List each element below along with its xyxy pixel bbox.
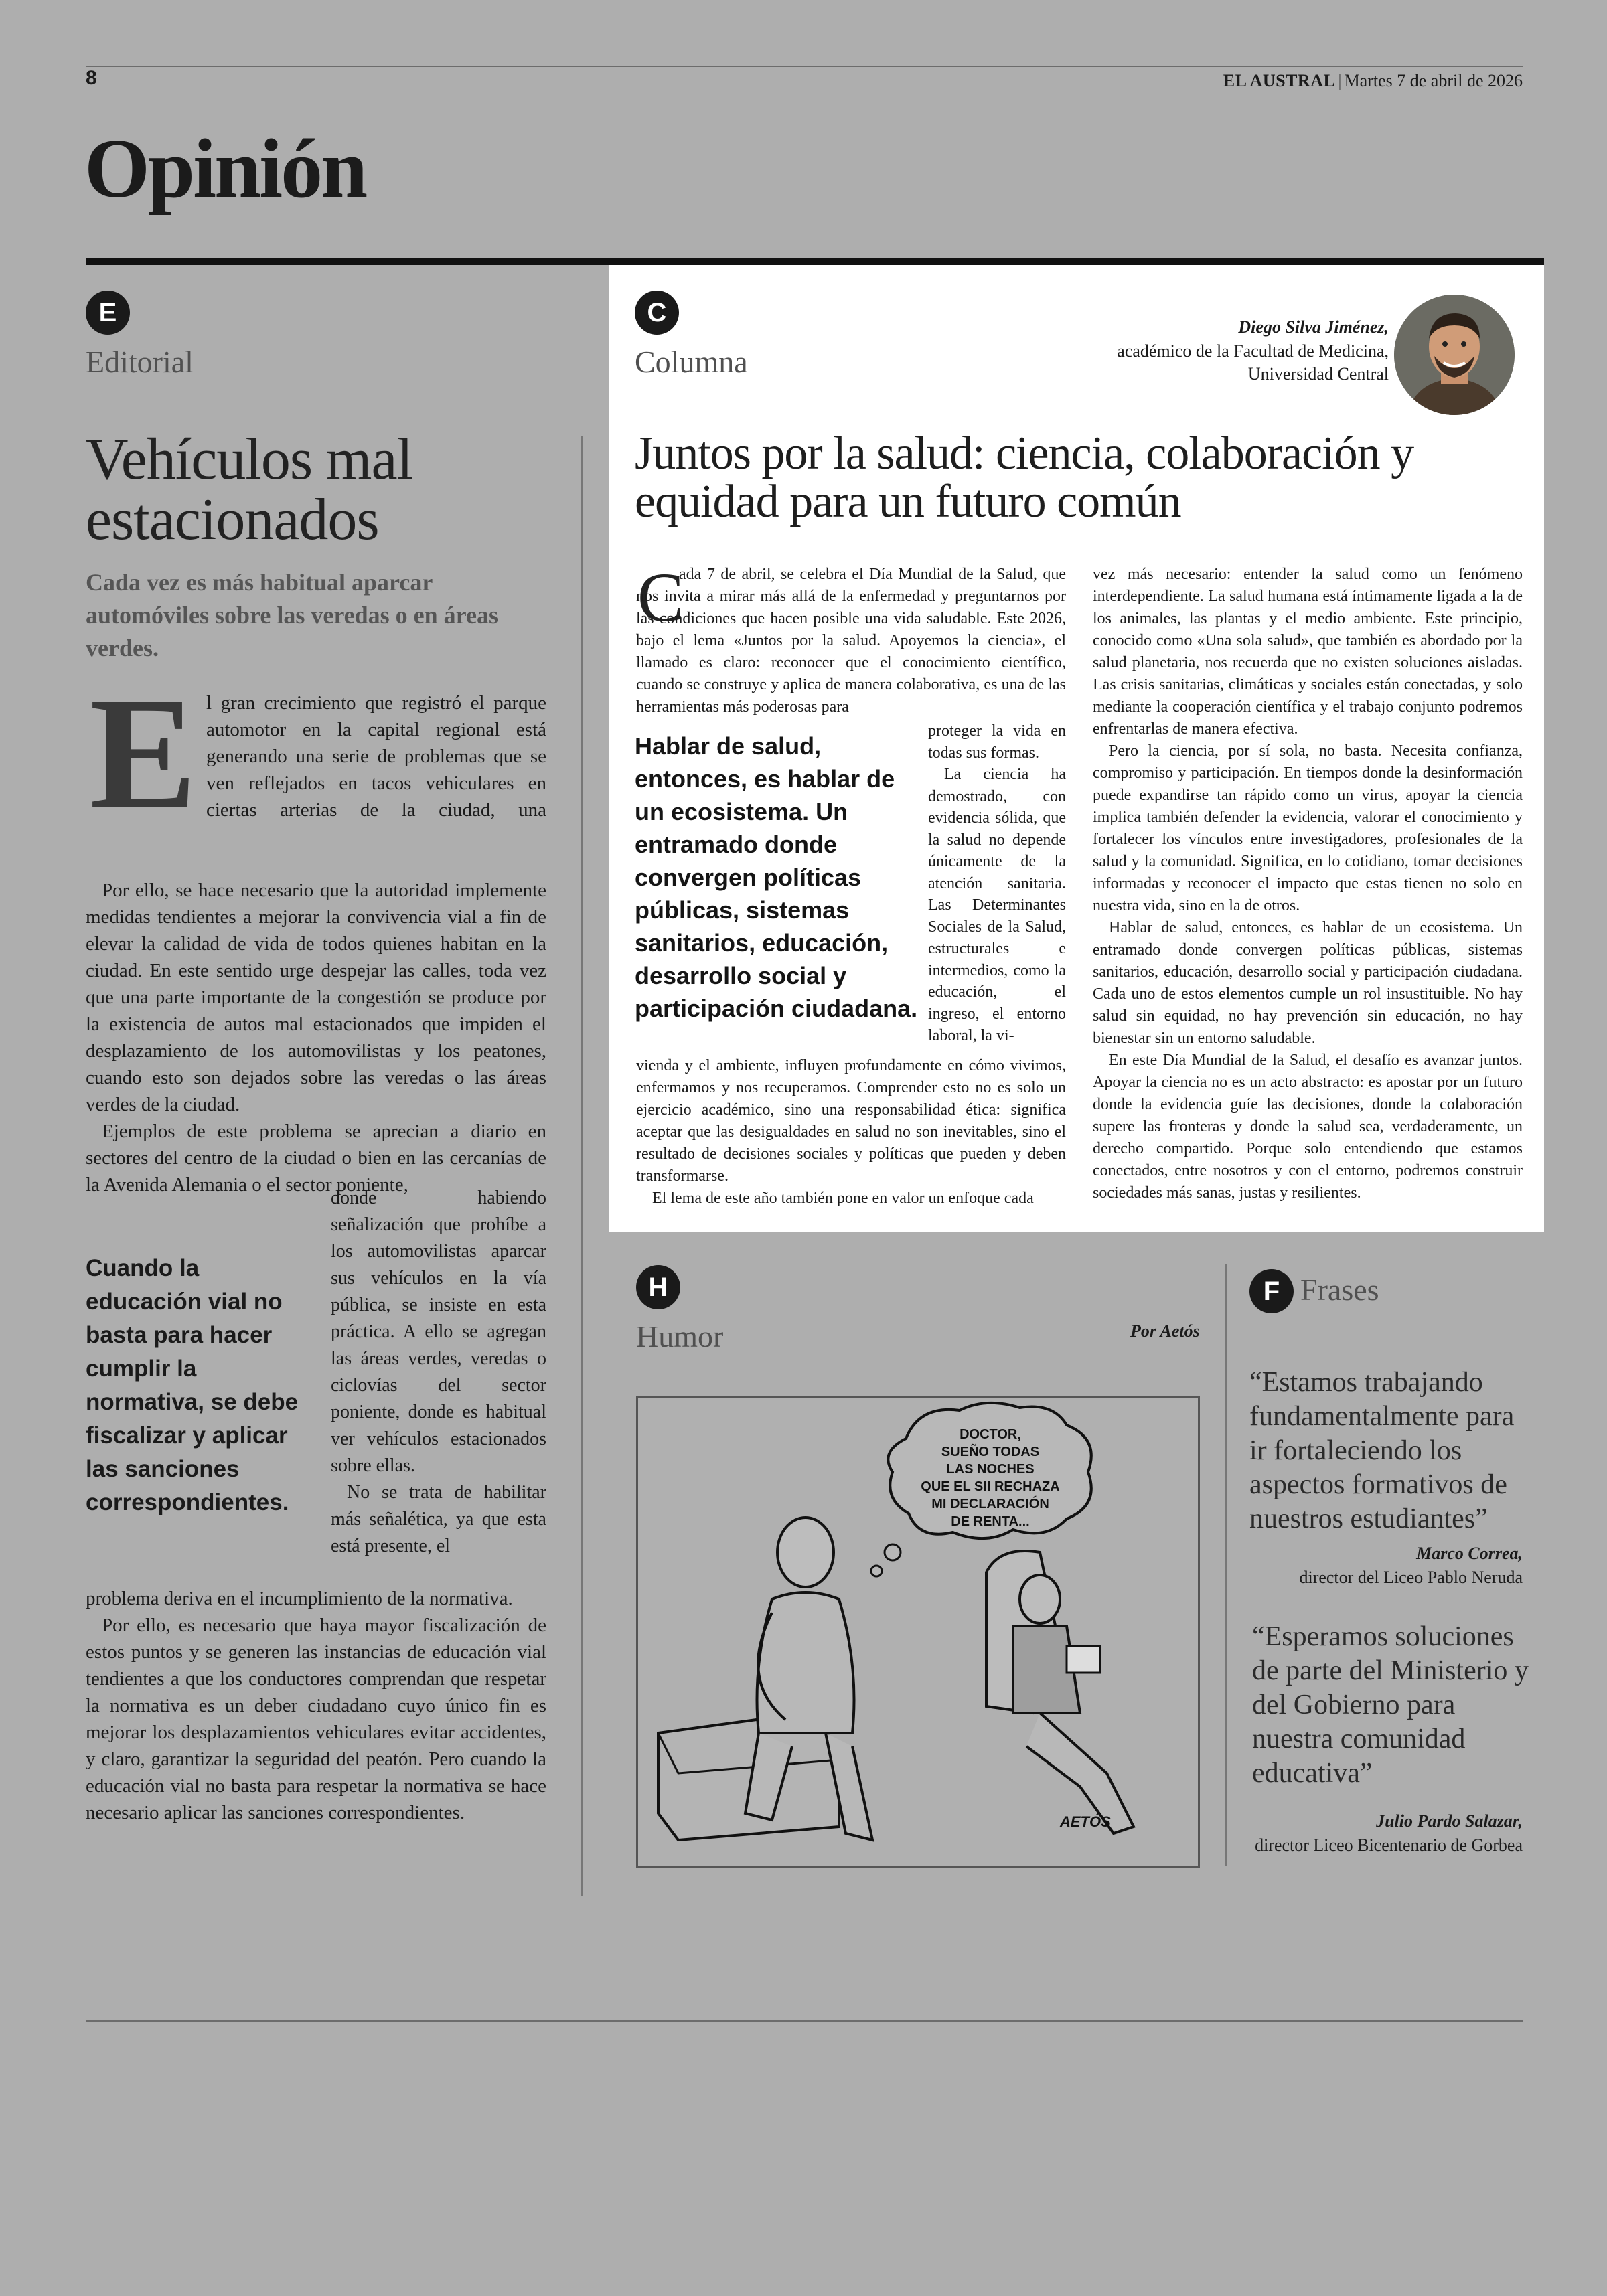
column-paragraph-6: En este Día Mundial de la Salud, el desafío es avanzar juntos. Apoyar la ciencia no es un acto abstracto: es apostar por un futuro donde la evidencia guíe las decisiones, donde la colaboración supere las fronteras y donde la salud sea, verdaderamente, un derecho compartido. Porque solo entendiendo que estamos conectados, entre nosotros y con el entorno, podremos construir sociedades más sanas, justas y resilientes. (1093, 1052, 1523, 1202)
cartoon-signature: AETÓS (1060, 1813, 1111, 1830)
author-university: Universidad Central (1247, 364, 1389, 384)
frase-quote-2: “Esperamos soluciones de parte del Ministerio y del Gobierno para nuestra comunidad educativa” (1252, 1621, 1529, 1789)
editorial-body-narrow (331, 1185, 546, 1560)
column-left-narrow (928, 720, 1066, 1047)
section-rule (86, 258, 1544, 265)
masthead (1223, 71, 1523, 91)
issue-date: Martes 7 de abril de 2026 (1344, 71, 1523, 90)
editorial-paragraph-2: Por ello, se hace necesario que la autoridad implemente medidas tendientes a mejorar la convivencia vial a fin de elevar la calidad de vida de todos quienes habitan en la ciudad. En este sentido urge despejar las calles, toda vez que una parte importante de la congestión se produce por la existencia de autos mal estacionados que impiden el desplazamiento de los automovilistas y los peatones, cuando esto son dejados sobre las veredas o las áreas verdes de la ciudad. (86, 880, 546, 1115)
frase-author-desc-2: director Liceo Bicentenario de Gorbea (1255, 1835, 1523, 1855)
column-author-affiliation (987, 340, 1389, 386)
bottom-rule (86, 2020, 1523, 2022)
editorial-paragraph-4a: No se trata de habilitar más señalética, ya que esta está presente, el (331, 1482, 546, 1556)
editorial-paragraph-3a: Ejemplos de este problema se aprecian a diario en sectores del centro de la ciudad o bien en las cercanías de la Avenida Alemania o el sector poniente, (86, 1121, 546, 1196)
editorial-dropcap: E (90, 664, 198, 842)
humor-cartoon (636, 1396, 1200, 1868)
frase-quote-1: “Estamos trabajando fundamentalmente para ir fortaleciendo los aspectos formativos de nuestros estudiantes” (1249, 1367, 1515, 1534)
column-paragraph-1-end: proteger la vida en todas sus formas. (928, 722, 1066, 762)
humor-kicker: Humor (636, 1319, 724, 1354)
bubble-line-1: DOCTOR, (960, 1427, 1021, 1442)
column-paragraph-3-cont: vez más necesario: entender la salud como un fenómeno interdependiente. La salud humana está íntimamente ligada a la de los animales, las plantas y el medio ambiente. Este principio, conocido como «Una sola salud», que también es abordado por la salud planetaria, nos recuerda que no existen soluciones aisladas. Las crisis sanitarias, climáticas y sociales están conectadas, y solo mediante la cooperación científica y el trabajo conjunto podremos enfrentarlas de manera efectiva. (1093, 566, 1523, 738)
editorial-paragraph-5: Por ello, es necesario que haya mayor fiscalización de estos puntos y se generen las instancias de educación vial tendientes a que los conductores comprendan que respetar la normativa es un deber ciudadano cuyo único fin es mejorar los desplazamientos vehiculares evitar accidentes, y claro, garantizar la seguridad del peatón. Pero cuando la educación vial no basta para respetar la normativa se hace necesario aplicar las sanciones correspondientes. (86, 1615, 546, 1823)
column-right (1093, 564, 1523, 1204)
bubble-line-4: QUE EL SII RECHAZA (921, 1479, 1060, 1494)
humor-badge: H (636, 1265, 680, 1309)
frase-author-1: Marco Correa, (1416, 1544, 1523, 1563)
editorial-body-upper (86, 877, 546, 1198)
column-pull-quote: Hablar de salud, entonces, es hablar de un ecosistema. Un entramado donde convergen políticas públicas, sistemas sanitarios, educación, desarrollo social y participación ciudadana. (635, 732, 918, 1022)
masthead-separator: | (1338, 71, 1342, 90)
editorial-lead: Cada vez es más habitual aparcar automóviles sobre las veredas o en áreas verdes. (86, 569, 498, 661)
author-role: académico de la Facultad de Medicina, (1117, 341, 1389, 361)
editorial-kicker: Editorial (86, 345, 194, 379)
editorial-headline: Vehículos mal estacionados (86, 427, 413, 552)
frases-badge: F (1249, 1269, 1294, 1313)
editorial-body-lower (86, 1585, 546, 1826)
humor-byline: Por Aetós (1130, 1321, 1200, 1341)
frase-author-desc-1: director del Liceo Pablo Neruda (1299, 1568, 1523, 1587)
author-photo (1394, 295, 1515, 415)
page-number: 8 (86, 67, 97, 89)
column-author-name: Diego Silva Jiménez, (1238, 317, 1389, 337)
editorial-paragraph-4b: problema deriva en el incumplimiento de la normativa. (86, 1588, 513, 1609)
column-headline: Juntos por la salud: ciencia, colaboración y equidad para un futuro común (635, 428, 1414, 527)
column-paragraph-3: El lema de este año también pone en valor un enfoque cada (652, 1190, 1034, 1207)
column-paragraph-5: Hablar de salud, entonces, es hablar de un ecosistema. Un entramado donde convergen políticas públicas, sistemas sanitarios, educación, desarrollo social y participación ciudadana. Cada uno de estos elementos cumple un rol insustituible. No hay salud sin equidad, no hay prevención sin educación, no hay bienestar sin un entorno saludable. (1093, 919, 1523, 1047)
editorial-paragraph-1: l gran crecimiento que registró el parque automotor en la capital regional está generando una serie de problemas que se ven reflejados en tacos vehiculares en ciertas arterias de la ciudad, una (206, 692, 546, 821)
editorial-paragraph-3b: donde habiendo señalización que prohíbe a los automovilistas aparcar sus vehículos en la vía pública, se insiste en esta práctica. A ello se agregan las áreas verdes, veredas o ciclovías del sector poniente, donde es habitual ver vehículos estacionados sobre ellas. (331, 1187, 546, 1476)
bubble-line-2: SUEÑO TODAS (941, 1445, 1040, 1459)
column-dropcap: C (637, 559, 684, 636)
column-kicker: Columna (635, 345, 748, 379)
column-paragraph-4: Pero la ciencia, por sí sola, no basta. Necesita confianza, compromiso y participación. En tiempos donde la desinformación puede expandirse tan rápido como un virus, apoyar la ciencia implica también defender la evidencia, valorar el conocimiento y fortalecer los vínculos entre investigadores, profesionales de la salud y la comunidad. Significa, en lo cotidiano, tomar decisiones informadas y reconocer el impacto que estas tienen no solo en nuestra vida, sino en la de otros. (1093, 742, 1523, 914)
frases-kicker: Frases (1300, 1273, 1379, 1307)
section-title: Opinión (84, 122, 366, 216)
bubble-line-6: DE RENTA... (951, 1514, 1030, 1529)
newspaper-name: EL AUSTRAL (1223, 71, 1336, 90)
editorial-pull-quote: Cuando la educación vial no basta para hacer cumplir la normativa, se debe fiscalizar y aplicar las sanciones correspondientes. (86, 1255, 299, 1515)
top-rule (86, 66, 1523, 67)
editorial-badge: E (86, 291, 130, 335)
bubble-line-5: MI DECLARACIÓN (931, 1497, 1049, 1511)
bubble-line-3: LAS NOCHES (946, 1462, 1035, 1477)
column-badge: C (635, 291, 679, 335)
column-paragraph-1: ada 7 de abril, se celebra el Día Mundial de la Salud, que nos invita a mirar más allá de la enfermedad y preguntarnos por las condiciones que hacen posible una vida saludable. Este 2026, bajo el lema «Juntos por la salud. Apoyemos la ciencia», el llamado es claro: reconocer que el conocimiento científico, cuando se construye y aplica de manera colaborativa, es una de las herramientas más poderosas para (636, 566, 1066, 716)
column-paragraph-2-start: La ciencia ha demostrado, con evidencia sólida, que la salud no depende únicamente de la atención sanitaria. Las Determinantes Sociales de la Salud, estructurales e intermedios, como la educación, el ingreso, el entorno laboral, la vi- (928, 766, 1066, 1044)
column-left-bottom (636, 1055, 1066, 1210)
column-left-top (636, 559, 1066, 718)
frase-author-2: Julio Pardo Salazar, (1376, 1811, 1523, 1831)
editorial-divider (581, 436, 583, 1896)
column-paragraph-2-end: vienda y el ambiente, influyen profundamente en cómo vivimos, enfermamos y nos recuperamos. Comprender esto no es solo un ejercicio académico, sino una responsabilidad ética: significa aceptar que las desigualdades en salud no son inevitables, sino el resultado de decisiones sociales y políticas que pueden y deben transformarse. (636, 1057, 1066, 1185)
humor-divider (1225, 1264, 1227, 1866)
